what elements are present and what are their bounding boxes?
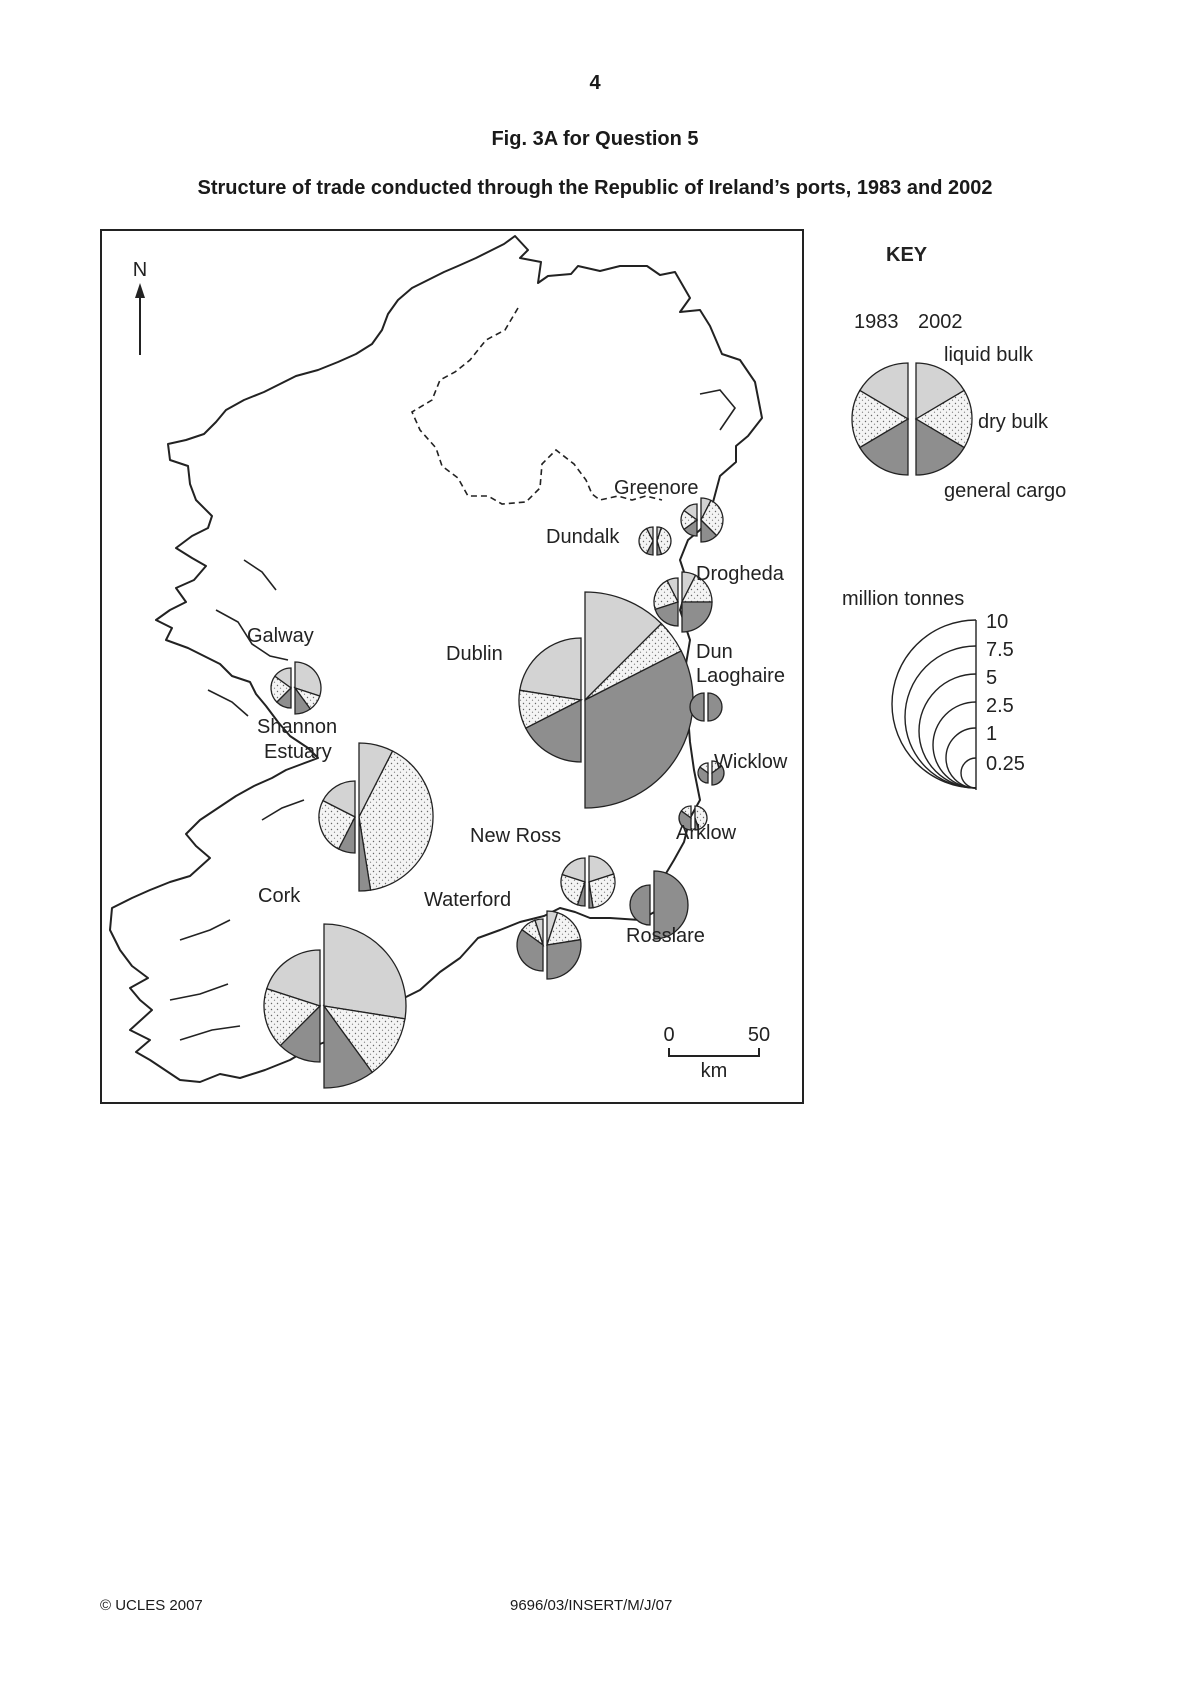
footer-copyright: © UCLES 2007 [100, 1597, 203, 1614]
legend-sample-pie [852, 363, 972, 475]
legend-size-7-5 [905, 646, 976, 788]
port-labels [247, 477, 788, 947]
port-chart-shannon-estuary [319, 743, 433, 891]
port-chart-dundalk [639, 527, 671, 555]
port-label-shannon-1: Shannon [257, 716, 338, 738]
port-label-new-ross: New Ross [470, 825, 562, 847]
port-label-greenore: Greenore [614, 477, 699, 499]
legend-year-1983: 1983 [854, 311, 899, 333]
legend-size-label-1: 7.5 [986, 639, 1014, 661]
port-charts [264, 498, 724, 1088]
figure-subtitle: Structure of trade conducted through the Republic of Ireland’s ports, 1983 and 2002 [197, 177, 993, 199]
scale-unit: km [700, 1060, 728, 1082]
port-label-dundalk: Dundalk [546, 526, 620, 548]
legend-size-label-2: 5 [986, 667, 998, 689]
port-chart-greenore [681, 498, 723, 542]
north-label: N [132, 259, 148, 281]
port-chart-dublin [519, 592, 693, 808]
legend-size-heading: million tonnes [842, 588, 965, 610]
scale-bar [663, 1024, 770, 1082]
port-label-wicklow: Wicklow [714, 751, 788, 773]
scale-bar-line [669, 1048, 759, 1056]
port-dun-laoghaire-2002-general-cargo [708, 693, 722, 721]
port-chart-new-ross [561, 856, 615, 908]
port-waterford-2002-general-cargo [547, 940, 581, 979]
border-line [412, 308, 662, 504]
legend-size-label-4: 1 [986, 723, 998, 745]
legend-year-2002: 2002 [918, 311, 963, 333]
legend-size-label-3: 2.5 [986, 695, 1014, 717]
page-number: 4 [589, 72, 601, 94]
north-arrow [133, 259, 147, 355]
port-chart-galway [271, 662, 321, 714]
port-label-dun-laoghaire-1: Dun [696, 641, 733, 663]
legend-general-cargo: general cargo [944, 480, 1067, 502]
footer-code: 9696/03/INSERT/M/J/07 [510, 1597, 673, 1614]
port-label-cork: Cork [258, 885, 301, 907]
port-label-waterford: Waterford [424, 889, 512, 911]
north-arrow-head [135, 283, 145, 298]
legend [842, 244, 1066, 790]
legend-size-0-25 [961, 758, 976, 788]
legend-size-label-0: 10 [986, 611, 1009, 633]
port-label-drogheda: Drogheda [696, 563, 784, 585]
figure-title: Fig. 3A for Question 5 [491, 128, 699, 150]
port-chart-cork [264, 924, 406, 1088]
legend-dry-bulk: dry bulk [978, 411, 1049, 433]
port-cork-2002-liquid-bulk [324, 924, 406, 1019]
port-label-shannon-2: Estuary [264, 741, 332, 763]
port-chart-dun-laoghaire [690, 693, 722, 721]
port-dublin-1983-liquid-bulk [520, 638, 581, 700]
legend-size-5 [919, 674, 976, 788]
port-label-galway: Galway [247, 625, 314, 647]
legend-heading: KEY [886, 244, 928, 266]
legend-size-circles [892, 620, 976, 790]
port-label-dublin: Dublin [446, 643, 503, 665]
scale-start: 0 [663, 1024, 675, 1046]
port-label-arklow: Arklow [676, 822, 737, 844]
scale-end: 50 [747, 1024, 771, 1046]
legend-liquid-bulk: liquid bulk [944, 344, 1033, 366]
port-label-rosslare: Rosslare [626, 925, 705, 947]
port-label-dun-laoghaire-2: Laoghaire [696, 665, 785, 687]
legend-size-label-5: 0.25 [986, 753, 1025, 775]
port-drogheda-2002-general-cargo [682, 602, 712, 632]
